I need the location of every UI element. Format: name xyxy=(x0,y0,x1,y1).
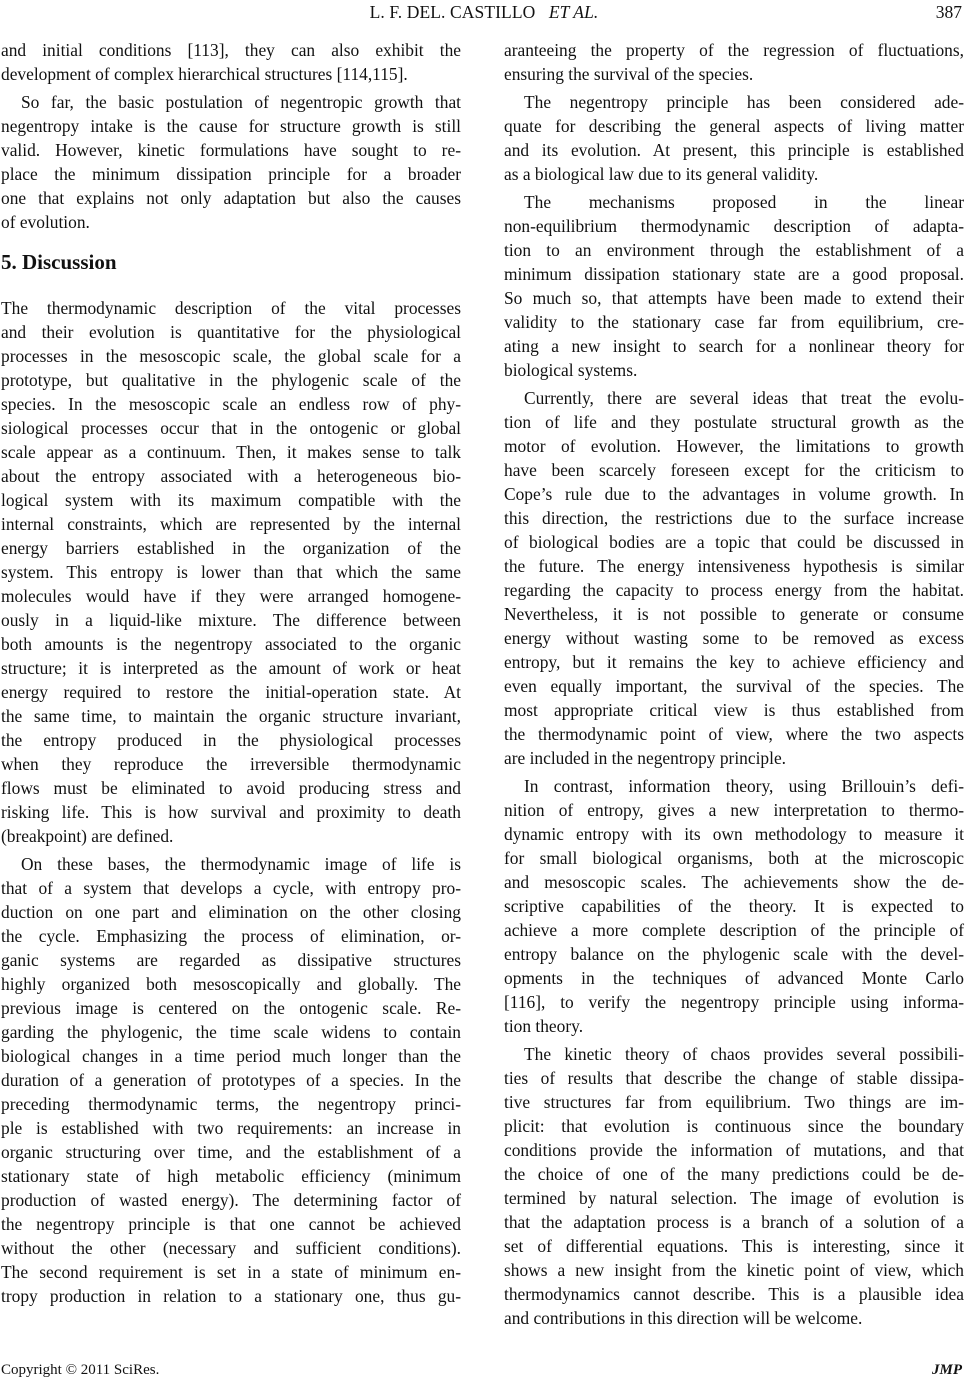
text-line: that the adaptation process is a branch of a solution of a xyxy=(504,1212,964,1232)
copyright-notice: Copyright © 2011 SciRes. xyxy=(1,1362,160,1378)
text-line: and initial conditions [113], they can also exhibit the xyxy=(1,40,461,60)
text-line: both amounts is the negentropy associated to the organic xyxy=(1,634,461,654)
text-line: ties of results that describe the change of stable dissipa- xyxy=(504,1068,964,1088)
text-line: preceding thermodynamic terms, the negentropy princi- xyxy=(1,1094,461,1114)
text-line: highly organized both mesoscopically and globally. The xyxy=(1,974,461,994)
paragraph xyxy=(1,90,461,234)
text-line: biological systems. xyxy=(504,360,638,380)
text-line: regarding the capacity to process energy from the habitat. xyxy=(504,580,964,600)
text-line: place the minimum dissipation principle for a broader xyxy=(1,164,461,184)
text-line: without the other (necessary and sufficient conditions). xyxy=(1,1238,461,1258)
text-line: production of wasted energy). The determining factor of xyxy=(1,1190,461,1210)
text-line: flows must be eliminated to avoid producing stress and xyxy=(1,778,461,798)
text-line: biological changes in a time period much longer than the xyxy=(1,1046,461,1066)
text-line: negentropy intake is the cause for structure growth is still xyxy=(1,116,461,136)
text-line: Cope’s rule due to the advantages in volume growth. In xyxy=(504,484,964,504)
text-line: when they reproduce the irreversible thermodynamic xyxy=(1,754,461,774)
text-line: aranteeing the property of the regression of fluctuations, xyxy=(504,40,964,60)
text-line: and its evolution. At present, this principle is established xyxy=(504,140,964,160)
text-line: the choice of one of the many predictions could be de- xyxy=(504,1164,964,1184)
spacer xyxy=(1,274,461,296)
text-line: tion of life and they postulate structural growth as the xyxy=(504,412,964,432)
text-line: one that explains not only adaptation but also the causes xyxy=(1,188,461,208)
text-line: for small biological organisms, both at the microscopic xyxy=(504,848,964,868)
text-line: the future. The energy intensiveness hypothesis is similar xyxy=(504,556,964,576)
paragraph xyxy=(504,38,964,86)
text-line: (breakpoint) are defined. xyxy=(1,826,174,846)
text-line: ple is established with two requirements: an increase in xyxy=(1,1118,461,1138)
text-line: The second requirement is set in a state of minimum en- xyxy=(1,1262,461,1282)
paragraph xyxy=(504,1042,964,1330)
right-column xyxy=(504,38,964,1330)
text-line: ously in a liquid-like mixture. The difference between xyxy=(1,610,461,630)
text-line: logical system with its maximum compatible with the xyxy=(1,490,461,510)
author-names: L. F. DEL. CASTILLO xyxy=(369,2,536,22)
text-line: duction on one part and elimination on the other closing xyxy=(1,902,461,922)
text-line: The mechanisms proposed in the linear xyxy=(524,192,964,212)
text-line: as a biological law due to its general validity. xyxy=(504,164,819,184)
text-line: of evolution. xyxy=(1,212,90,232)
text-line: Currently, there are several ideas that treat the evolu- xyxy=(524,388,964,408)
text-line: scale appear as a continuum. Then, it makes sense to talk xyxy=(1,442,461,462)
running-title xyxy=(0,2,968,23)
text-line: So far, the basic postulation of negentropic growth that xyxy=(21,92,461,112)
text-line: valid. However, kinetic formulations have sought to re- xyxy=(1,140,461,160)
text-line: opments in the techniques of advanced Monte Carlo xyxy=(504,968,964,988)
text-line: validity to the stationary case far from equilibrium, cre- xyxy=(504,312,964,332)
text-line: plicit: that evolution is continuous since the boundary xyxy=(504,1116,964,1136)
text-line: garding the phylogenic, the time scale widens to contain xyxy=(1,1022,461,1042)
text-line: scriptive capabilities of the theory. It is expected to xyxy=(504,896,964,916)
running-header xyxy=(0,2,968,26)
text-line: previous image is centered on the ontogenic scale. Re- xyxy=(1,998,461,1018)
text-line: system. This entropy is lower than that which the same xyxy=(1,562,461,582)
text-line: the entropy produced in the physiological processes xyxy=(1,730,461,750)
paragraph xyxy=(1,852,461,1308)
text-line: ensuring the survival of the species. xyxy=(504,64,754,84)
text-line: most appropriate critical view is thus established from xyxy=(504,700,964,720)
text-line: siological processes occur that in the ontogenic or global xyxy=(1,418,461,438)
text-line: minimum dissipation stationary state are a good proposal. xyxy=(504,264,964,284)
et-al: ET AL. xyxy=(548,2,599,22)
page-number: 387 xyxy=(935,2,962,22)
text-line: have been scarcely foreseen except for the criticism to xyxy=(504,460,964,480)
text-line: and their evolution is quantitative for the physiological xyxy=(1,322,461,342)
text-line: and contributions in this direction will be welcome. xyxy=(504,1308,863,1328)
text-line: internal constraints, which are represented by the internal xyxy=(1,514,461,534)
paragraph xyxy=(504,90,964,186)
text-line: ganic systems are regarded as dissipative structures xyxy=(1,950,461,970)
text-line: of biological bodies are a topic that could be discussed in xyxy=(504,532,964,552)
text-line: energy barriers established in the organization of the xyxy=(1,538,461,558)
left-column xyxy=(1,38,461,1308)
text-line: tive structures far from equilibrium. Two things are im- xyxy=(504,1092,964,1112)
text-line: organic structuring over time, and the establishment of a xyxy=(1,1142,461,1162)
text-line: energy required to restore the initial-operation state. At xyxy=(1,682,461,702)
paragraph xyxy=(504,190,964,382)
text-line: entropy, but it remains the key to achieve efficiency and xyxy=(504,652,964,672)
text-line: In contrast, information theory, using Brillouin’s defi- xyxy=(524,776,964,796)
text-line: energy without wasting some to be removed as excess xyxy=(504,628,964,648)
text-line: prototype, but qualitative in the phylogenic scale of the xyxy=(1,370,461,390)
paragraph xyxy=(504,386,964,770)
text-line: the cycle. Emphasizing the process of elimination, or- xyxy=(1,926,461,946)
text-line: processes in the mesoscopic scale, the global scale for a xyxy=(1,346,461,366)
text-line: and mesoscopic scales. The achievements show the de- xyxy=(504,872,964,892)
text-line: stationary state of high metabolic efficiency (minimum xyxy=(1,1166,461,1186)
text-line: non-equilibrium thermodynamic description of adapta- xyxy=(504,216,964,236)
text-line: [116], to verify the negentropy principle using informa- xyxy=(504,992,964,1012)
text-line: achieve a more complete description of the principle of xyxy=(504,920,964,940)
text-line: shows a new insight from the kinetic point of view, which xyxy=(504,1260,964,1280)
section-heading: 5. Discussion xyxy=(1,250,117,274)
text-line: nition of entropy, gives a new interpretation to thermo- xyxy=(504,800,964,820)
text-line: The thermodynamic description of the vital processes xyxy=(1,298,461,318)
text-line: the same time, to maintain the organic structure invariant, xyxy=(1,706,461,726)
text-line: development of complex hierarchical structures [114,115]. xyxy=(1,64,408,84)
paragraph xyxy=(1,38,461,86)
text-line: The kinetic theory of chaos provides several possibili- xyxy=(524,1044,964,1064)
text-line: molecules would have if they were arranged homogene- xyxy=(1,586,461,606)
text-line: So much so, that attempts have been made to extend their xyxy=(504,288,964,308)
text-line: On these bases, the thermodynamic image of life is xyxy=(21,854,461,874)
page-footer xyxy=(0,1362,968,1382)
text-line: even equally important, the survival of the species. The xyxy=(504,676,964,696)
journal-abbreviation: JMP xyxy=(932,1362,962,1378)
text-line: are included in the negentropy principle. xyxy=(504,748,787,768)
text-line: the negentropy principle is that one cannot be achieved xyxy=(1,1214,461,1234)
text-line: this direction, the restrictions due to the surface increase xyxy=(504,508,964,528)
text-line: ating a new insight to search for a nonlinear theory for xyxy=(504,336,964,356)
text-line: set of differential equations. This is interesting, since it xyxy=(504,1236,964,1256)
text-line: species. In the mesoscopic scale an endless row of phy- xyxy=(1,394,461,414)
text-line: termined by natural selection. The image of evolution is xyxy=(504,1188,964,1208)
text-line: about the entropy associated with a heterogeneous bio- xyxy=(1,466,461,486)
text-line: entropy balance on the phylogenic scale with the devel- xyxy=(504,944,964,964)
text-line: dynamic entropy with its own methodology to measure it xyxy=(504,824,964,844)
text-line: the thermodynamic point of view, where the two aspects xyxy=(504,724,964,744)
text-line: duration of a generation of prototypes of a species. In the xyxy=(1,1070,461,1090)
text-line: Nevertheless, it is not possible to generate or consume xyxy=(504,604,964,624)
text-line: quate for describing the general aspects of living matter xyxy=(504,116,964,136)
text-line: conditions provide the information of mutations, and that xyxy=(504,1140,964,1160)
spacer xyxy=(1,234,461,250)
text-line: tion theory. xyxy=(504,1016,584,1036)
text-line: The negentropy principle has been considered ade- xyxy=(524,92,964,112)
text-line: structure; it is interpreted as the amount of work or heat xyxy=(1,658,461,678)
text-line: motor of evolution. However, the limitations to growth xyxy=(504,436,964,456)
text-line: thermodynamics cannot describe. This is a plausible idea xyxy=(504,1284,964,1304)
paragraph xyxy=(504,774,964,1038)
text-line: risking life. This is how survival and proximity to death xyxy=(1,802,461,822)
text-line: tropy production in relation to a stationary one, thus gu- xyxy=(1,1286,461,1306)
paragraph xyxy=(1,296,461,848)
text-line: tion to an environment through the establishment of a xyxy=(504,240,964,260)
text-line: that of a system that develops a cycle, with entropy pro- xyxy=(1,878,461,898)
